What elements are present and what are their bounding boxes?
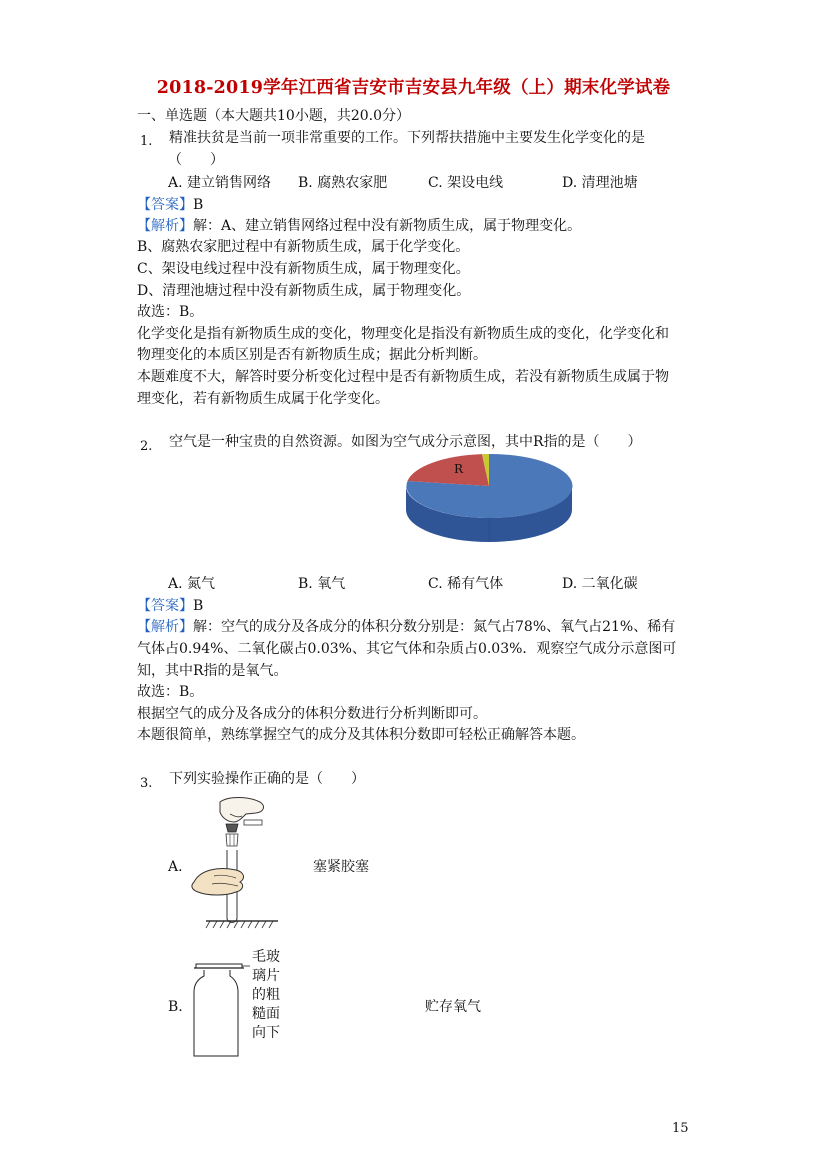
test-tube-stopper-illustration — [190, 796, 280, 932]
q2-answer-value: B — [193, 598, 204, 614]
pie-slice-oxygen — [408, 454, 490, 486]
page-number: 15 — [672, 1121, 689, 1136]
bottle-note-line: 毛玻 — [252, 949, 280, 965]
q2-option-c: C. 稀有气体 — [428, 576, 504, 592]
q2-number: 2. — [140, 439, 153, 454]
q3-option-b-letter: B. — [168, 999, 183, 1015]
q3-stem: 下列实验操作正确的是（ ） — [169, 771, 365, 787]
bottle-note-line: 的粗 — [252, 987, 280, 1003]
q2-analysis-line: 本题很简单，熟练掌握空气的成分及其体积分数即可轻松正确解答本题。 — [137, 727, 585, 743]
q1-option-a: A. 建立销售网络 — [168, 175, 272, 191]
q2-answer — [137, 596, 203, 616]
q1-option-d: D. 清理池塘 — [562, 175, 638, 191]
q2-analysis-line: 故选：B。 — [137, 684, 204, 700]
q2-analysis-line: 根据空气的成分及各成分的体积分数进行分析判断即可。 — [137, 706, 487, 722]
q1-analysis-line: 化学变化是指有新物质生成的变化，物理变化是指没有新物质生成的变化，化学变化和 — [137, 326, 669, 342]
upper-hand-icon — [220, 798, 263, 823]
bottle-note-line: 糙面 — [252, 1006, 280, 1022]
q2-answer-tag: 【答案】 — [137, 598, 193, 614]
q1-answer-tag: 【答案】 — [137, 197, 193, 213]
air-composition-pie-chart — [402, 450, 576, 552]
q1-analysis-line: 理变化，若有新物质生成属于化学变化。 — [137, 391, 389, 407]
q1-analysis-text: 解：A、建立销售网络过程中没有新物质生成，属于物理变化。 — [193, 218, 582, 234]
q3-number: 3. — [140, 776, 153, 791]
q1-analysis-tag: 【解析】 — [137, 218, 193, 234]
exam-title: 2018-2019学年江西省吉安市吉安县九年级（上）期末化学试卷 — [156, 78, 671, 98]
clip-icon — [244, 820, 262, 825]
q1-analysis-line: D、清理池塘过程中没有新物质生成，属于物理变化。 — [137, 283, 471, 299]
q1-paren: （ ） — [168, 152, 224, 168]
rubber-stopper-icon — [226, 824, 238, 832]
q1-analysis-line: B、腐熟农家肥过程中有新物质生成，属于化学变化。 — [137, 239, 470, 255]
q1-answer — [137, 195, 203, 215]
q1-number: 1. — [140, 134, 153, 149]
q3-option-b-text: 贮存氧气 — [425, 999, 481, 1015]
q1-analysis-line: 本题难度不大，解答时要分析变化过程中是否有新物质生成，若没有新物质生成属于物 — [137, 369, 669, 385]
gas-bottle-illustration — [190, 960, 250, 1060]
q1-analysis-line: 故选：B。 — [137, 304, 204, 320]
q2-analysis-text: 解：空气的成分及各成分的体积分数分别是：氮气占78%、氧气占21%、稀有 — [193, 619, 676, 635]
q1-stem: 精准扶贫是当前一项非常重要的工作。下列帮扶措施中主要发生化学变化的是 — [169, 130, 645, 146]
bottle-note — [252, 948, 282, 1043]
q1-analysis-line: C、架设电线过程中没有新物质生成，属于物理变化。 — [137, 261, 470, 277]
q1-answer-value: B — [193, 197, 204, 213]
lower-hand-icon — [192, 869, 244, 896]
q2-option-b: B. 氧气 — [298, 576, 346, 592]
gas-bottle-icon — [194, 970, 238, 1056]
q3-option-a-letter: A. — [168, 859, 183, 875]
q2-analysis-line — [137, 617, 675, 637]
stopper-body-icon — [226, 834, 238, 846]
q2-stem: 空气是一种宝贵的自然资源。如图为空气成分示意图，其中R指的是（ ） — [169, 434, 642, 450]
section-heading: 一、单选题（本大题共10小题，共20.0分） — [137, 108, 410, 124]
q2-analysis-line: 知，其中R指的是氧气。 — [137, 663, 288, 679]
q1-option-b: B. 腐熟农家肥 — [298, 175, 388, 191]
q1-option-c: C. 架设电线 — [428, 175, 504, 191]
pie-label-r: R — [454, 462, 464, 476]
q2-analysis-line: 气体占0.94%、二氧化碳占0.03%、其它气体和杂质占0.03%．观察空气成分示意图可 — [137, 641, 677, 657]
q2-option-d: D. 二氧化碳 — [562, 576, 638, 592]
table-hatching — [206, 921, 273, 928]
q2-analysis-tag: 【解析】 — [137, 619, 193, 635]
q1-analysis-line: 物理变化的本质区别是否有新物质生成；据此分析判断。 — [137, 347, 487, 363]
bottle-note-line: 璃片 — [252, 968, 280, 984]
bottle-note-line: 向下 — [252, 1025, 280, 1041]
q1-analysis-line — [137, 216, 581, 236]
q2-option-a: A. 氮气 — [168, 576, 216, 592]
q3-option-a-text: 塞紧胶塞 — [313, 859, 369, 875]
